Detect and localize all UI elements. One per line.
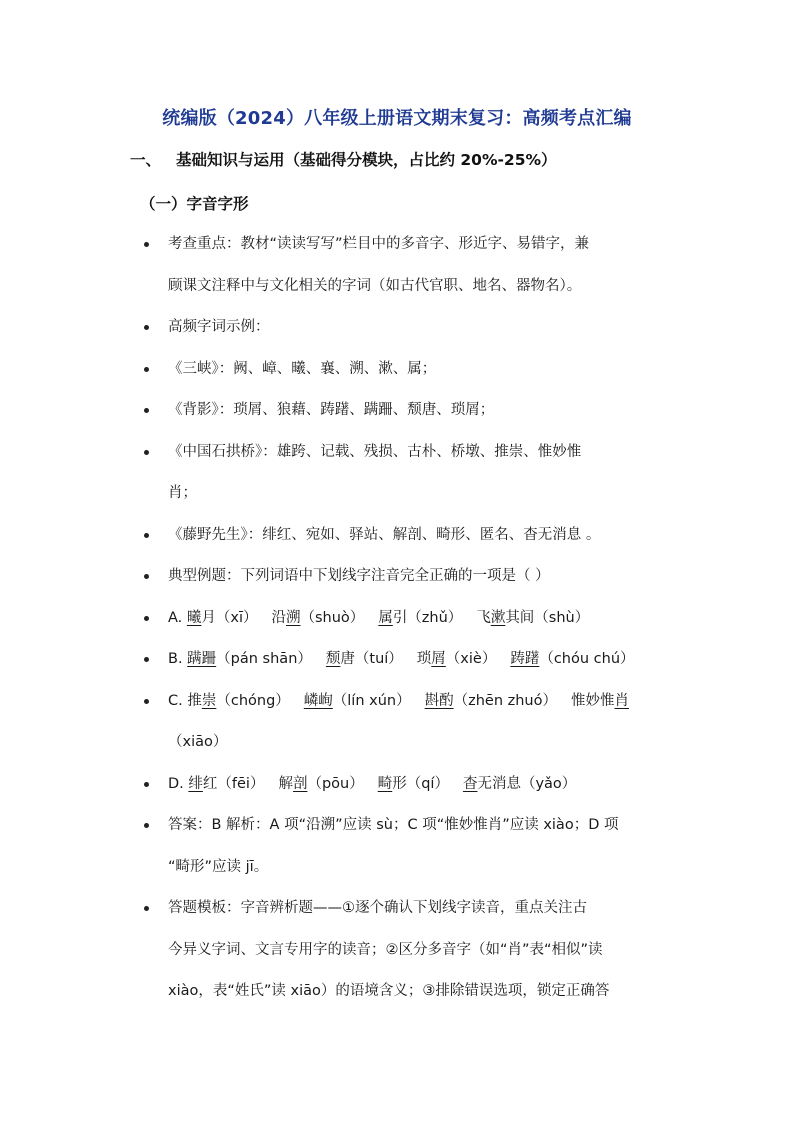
section-title: 基础知识与运用（基础得分模块，占比约 20%-25%） — [176, 151, 557, 169]
bullet-icon — [144, 657, 149, 662]
list-item: 考查重点：教材“读读写写”栏目中的多音字、形近字、易错字，兼 — [0, 224, 794, 266]
bullet-icon — [144, 242, 149, 247]
option-b: B. 蹒跚（pán shān） 颓唐（tuí） 琐屑（xiè） 踌躇（chóu chú） — [0, 639, 794, 681]
option-d: D. 绯红（fēi） 解剖（pōu） 畸形（qí） 杳无消息（yǎo） — [0, 764, 794, 806]
list-item: 《中国石拱桥》：雄跨、记载、残损、古朴、桥墩、推崇、惟妙惟 — [0, 432, 794, 474]
section-number: 一、 — [130, 151, 162, 169]
document-title: 统编版（2024）八年级上册语文期末复习：高频考点汇编 — [162, 108, 632, 129]
bullet-icon — [144, 367, 149, 372]
bullet-icon — [144, 823, 149, 828]
list-item: 《三峡》：阙、嶂、曦、襄、溯、漱、属； — [0, 349, 794, 391]
list-item-continued: “畸形”应读 jī。 — [168, 858, 269, 875]
bullet-icon — [144, 782, 149, 787]
list-item: 答案：B 解析：A 项“沿溯”应读 sù；C 项“惟妙惟肖”应读 xiào；D 项 — [0, 805, 794, 847]
list-item: 高频字词示例： — [0, 307, 794, 349]
bullet-icon — [144, 906, 149, 911]
section-heading — [130, 148, 557, 170]
list-item: 《藤野先生》：绯红、宛如、驿站、解剖、畸形、匿名、杳无消息 。 — [0, 515, 794, 557]
bullet-icon — [144, 533, 149, 538]
bullet-icon — [144, 616, 149, 621]
option-c-continued: （xiāo） — [168, 734, 228, 750]
list-item: 典型例题：下列词语中下划线字注音完全正确的一项是（ ） — [0, 556, 794, 598]
bullet-icon — [144, 450, 149, 455]
option-a: A. 曦月（xī） 沿溯（shuò） 属引（zhǔ） 飞漱其间（shù） — [0, 598, 794, 640]
subsection-heading: （一）字音字形 — [140, 195, 249, 213]
list-item: 答题模板：字音辨析题——①逐个确认下划线字读音，重点关注古 — [0, 888, 794, 930]
list-item-continued: 今异义字词、文言专用字的读音；②区分多音字（如“肖”表“相似”读 — [168, 941, 603, 958]
list-item-continued: 顾课文注释中与文化相关的字词（如古代官职、地名、器物名）。 — [168, 277, 582, 294]
list-item-continued: xiào，表“姓氏”读 xiāo）的语境含义；③排除错误选项，锁定正确答 — [168, 983, 610, 999]
option-c: C. 推崇（chóng） 嶙峋（lín xún） 斟酌（zhēn zhuó） 惟妙惟肖 — [0, 681, 794, 723]
list-item: 《背影》：琐屑、狼藉、踌躇、蹒跚、颓唐、琐屑； — [0, 390, 794, 432]
list-item-continued: 肖； — [168, 485, 197, 501]
bullet-icon — [144, 574, 149, 579]
bullet-icon — [144, 325, 149, 330]
bullet-list — [0, 224, 794, 1013]
bullet-icon — [144, 408, 149, 413]
bullet-icon — [144, 699, 149, 704]
